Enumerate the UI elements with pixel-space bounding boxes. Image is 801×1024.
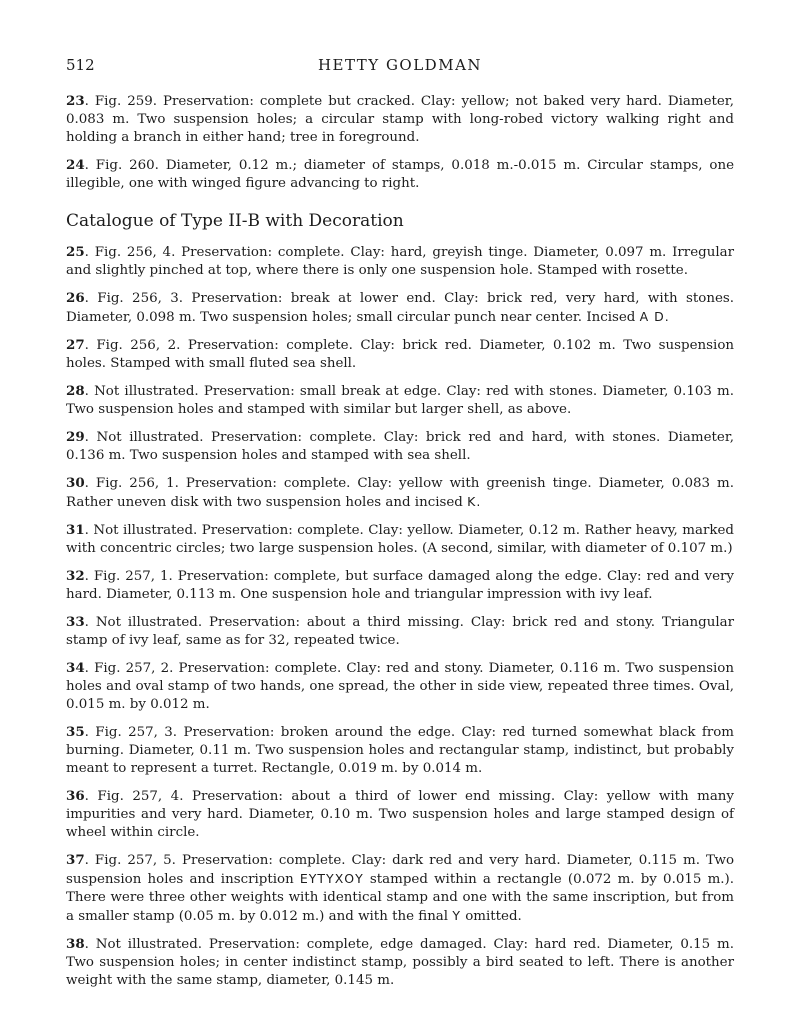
greek-inscription: ΕΥΤΥΧΟΥ xyxy=(299,871,364,886)
greek-letter: Υ xyxy=(452,908,461,923)
running-head xyxy=(66,56,734,80)
entry-number: 31 xyxy=(66,522,85,538)
catalogue-entry-35: 35. Fig. 257, 3. Preservation: broken around the edge. Clay: red turned somewhat black from burning. Diameter, 0.11 m. Two suspension holes and rectangular stamp, indistinct, but probably meant to represent a turret. Rectangle, 0.019 m. by 0.014 m. xyxy=(66,724,734,776)
catalogue-entry-34: 34. Fig. 257, 2. Preservation: complete. Clay: red and stony. Diameter, 0.116 m. Two suspension holes and oval stamp of two hands, one spread, the other in side view, repeated three times. Oval, 0.015 m. by 0.012 m. xyxy=(66,660,734,712)
entry-text: stamped within a rectangle (0.072 m. by 0.015 m.). There were three other weights with identical stamp and one with the same inscription, but from a smaller stamp (0.05 m. by 0.012 m.) and with the final xyxy=(66,872,735,924)
entry-text: Fig. 257, 2. Preservation: complete. Clay: red and stony. Diameter, 0.116 m. Two suspension holes and oval stamp of two hands, one spread, the other in side view, repeated three times. Oval, 0.015 m. by 0.012 m. xyxy=(66,661,734,712)
running-head-author: HETTY GOLDMAN xyxy=(317,56,483,74)
entry-number: 24 xyxy=(66,157,85,173)
catalogue-entry-25: 25. Fig. 256, 4. Preservation: complete. Clay: hard, greyish tinge. Diameter, 0.097 m. Irregular and slightly pinched at top, where there is only one suspension hole. Stamped with rosette. xyxy=(66,244,735,278)
entry-number: 25 xyxy=(66,244,85,260)
entry-number: 37 xyxy=(66,852,85,868)
entry-text: Fig. 256, 3. Preservation: break at lower end. Clay: brick red, very hard, with stones. Diameter, 0.098 m. Two suspension holes; small circular punch near center. Incised xyxy=(66,291,734,325)
catalogue-entry-30: 30. Fig. 256, 1. Preservation: complete. Clay: yellow with greenish tinge. Diameter, 0.083 m. Rather uneven disk with two suspension holes and incised K. xyxy=(66,475,735,510)
entry-text: Fig. 256, 4. Preservation: complete. Clay: hard, greyish tinge. Diameter, 0.097 m. Irregular and slightly pinched at top, where there is only one suspension hole. Stamped with rosette. xyxy=(66,245,735,278)
entry-number: 36 xyxy=(66,788,85,804)
catalogue-entry-24: 24. Fig. 260. Diameter, 0.12 m.; diameter of stamps, 0.018 m.-0.015 m. Circular stamps, one illegible, one with winged figure advancing to right. xyxy=(66,157,734,191)
entry-text: omitted. xyxy=(460,909,522,924)
entry-number: 27 xyxy=(66,337,85,353)
catalogue-entry-37: 37. Fig. 257, 5. Preservation: complete. Clay: dark red and very hard. Diameter, 0.115 m. Two suspension holes and inscription ΕΥΤΥΧΟΥ stamped within a rectangle (0.072 m. by 0.015 m.). There were three other weights with identical stamp and one with the same inscription, but from a smaller stamp (0.05 m. by 0.012 m.) and with the final Υ omitted. xyxy=(66,852,735,924)
catalogue-entry-33: 33. Not illustrated. Preservation: about a third missing. Clay: brick red and stony. Triangular stamp of ivy leaf, same as for 32, repeated twice. xyxy=(66,614,734,648)
entry-text: Fig. 257, 4. Preservation: about a third of lower end missing. Clay: yellow with many impurities and very hard. Diameter, 0.10 m. Two suspension holes and large stamped design of wheel within circle. xyxy=(66,789,734,840)
entry-text: Fig. 257, 1. Preservation: complete, but surface damaged along the edge. Clay: red and very hard. Diameter, 0.113 m. One suspension hole and triangular impression with ivy leaf. xyxy=(66,569,735,602)
entry-text: Fig. 260. Diameter, 0.12 m.; diameter of stamps, 0.018 m.-0.015 m. Circular stamps, one illegible, one with winged figure advancing to right. xyxy=(66,158,734,191)
entry-number: 28 xyxy=(66,383,85,399)
entry-text: Not illustrated. Preservation: small break at edge. Clay: red with stones. Diameter, 0.103 m. Two suspension holes and stamped with similar but larger shell, as above. xyxy=(66,384,734,417)
entry-number: 34 xyxy=(66,660,85,676)
entry-number: 32 xyxy=(66,568,85,584)
entry-text: Not illustrated. Preservation: complete. Clay: yellow. Diameter, 0.12 m. Rather heavy, marked with concentric circles; two large suspension holes. (A second, similar, with diameter of 0.107 m.) xyxy=(66,523,734,556)
incised-letters: A D. xyxy=(639,309,670,324)
entry-text: Fig. 259. Preservation: complete but cracked. Clay: yellow; not baked very hard. Diameter, 0.083 m. Two suspension holes; a circular stamp with long-robed victory walking right and holding a branch in either hand; tree in foreground. xyxy=(66,94,734,145)
entry-text: Not illustrated. Preservation: complete, edge damaged. Clay: hard red. Diameter, 0.15 m. Two suspension holes; in center indistinct stamp, possibly a bird seated to left. There is another weight with the same stamp, diameter, 0.145 m. xyxy=(66,937,734,988)
entry-text: Fig. 256, 1. Preservation: complete. Clay: yellow with greenish tinge. Diameter, 0.083 m. Rather uneven disk with two suspension holes and incised xyxy=(66,476,735,510)
catalogue-entry-31: 31. Not illustrated. Preservation: complete. Clay: yellow. Diameter, 0.12 m. Rather heavy, marked with concentric circles; two large suspension holes. (A second, similar, with diameter of 0.107 m.) xyxy=(66,522,734,556)
entry-number: 35 xyxy=(66,724,85,740)
entry-number: 33 xyxy=(66,614,85,630)
entry-number: 26 xyxy=(66,290,85,306)
section-heading: Catalogue of Type II-B with Decoration xyxy=(66,211,404,231)
page xyxy=(66,56,734,999)
entry-text: Not illustrated. Preservation: complete. Clay: brick red and hard, with stones. Diameter, 0.136 m. Two suspension holes and stamped with sea shell. xyxy=(66,430,735,463)
catalogue-entry-38: 38. Not illustrated. Preservation: complete, edge damaged. Clay: hard red. Diameter, 0.15 m. Two suspension holes; in center indistinct stamp, possibly a bird seated to left. There is another weight with the same stamp, diameter, 0.145 m. xyxy=(66,936,734,988)
page-number: 512 xyxy=(66,56,95,74)
catalogue-entry-32: 32. Fig. 257, 1. Preservation: complete, but surface damaged along the edge. Clay: red and very hard. Diameter, 0.113 m. One suspension hole and triangular impression with ivy leaf. xyxy=(66,568,735,602)
entry-number: 29 xyxy=(66,429,85,445)
entry-number: 30 xyxy=(66,475,85,491)
catalogue-entry-28: 28. Not illustrated. Preservation: small break at edge. Clay: red with stones. Diameter, 0.103 m. Two suspension holes and stamped with similar but larger shell, as above. xyxy=(66,383,734,417)
incised-letter: K. xyxy=(467,494,482,509)
entry-text: Fig. 256, 2. Preservation: complete. Clay: brick red. Diameter, 0.102 m. Two suspension holes. Stamped with small fluted sea shell. xyxy=(66,338,735,371)
entry-number: 23 xyxy=(66,93,85,109)
catalogue-entry-36: 36. Fig. 257, 4. Preservation: about a third of lower end missing. Clay: yellow with many impurities and very hard. Diameter, 0.10 m. Two suspension holes and large stamped design of wheel within circle. xyxy=(66,788,734,840)
entry-text: Fig. 257, 3. Preservation: broken around the edge. Clay: red turned somewhat black from burning. Diameter, 0.11 m. Two suspension holes and rectangular stamp, indistinct, but probably meant to represent a turret. Rectangle, 0.019 m. by 0.014 m. xyxy=(66,725,734,776)
entry-number: 38 xyxy=(66,936,85,952)
entry-text: Not illustrated. Preservation: about a third missing. Clay: brick red and stony. Triangular stamp of ivy leaf, same as for 32, repeated twice. xyxy=(66,615,734,648)
catalogue-entry-26: 26. Fig. 256, 3. Preservation: break at lower end. Clay: brick red, very hard, with stones. Diameter, 0.098 m. Two suspension holes; small circular punch near center. Incised A D. xyxy=(66,290,734,325)
catalogue-entry-23: 23. Fig. 259. Preservation: complete but cracked. Clay: yellow; not baked very hard. Diameter, 0.083 m. Two suspension holes; a circular stamp with long-robed victory walking right and holding a branch in either hand; tree in foreground. xyxy=(66,93,734,145)
catalogue-entry-27: 27. Fig. 256, 2. Preservation: complete. Clay: brick red. Diameter, 0.102 m. Two suspension holes. Stamped with small fluted sea shell. xyxy=(66,337,735,371)
entry-text: Fig. 257, 5. Preservation: complete. Clay: dark red and very hard. Diameter, 0.115 m. Two suspension holes and inscription xyxy=(66,853,735,887)
catalogue-entry-29: 29. Not illustrated. Preservation: complete. Clay: brick red and hard, with stones. Diameter, 0.136 m. Two suspension holes and stamped with sea shell. xyxy=(66,429,735,463)
